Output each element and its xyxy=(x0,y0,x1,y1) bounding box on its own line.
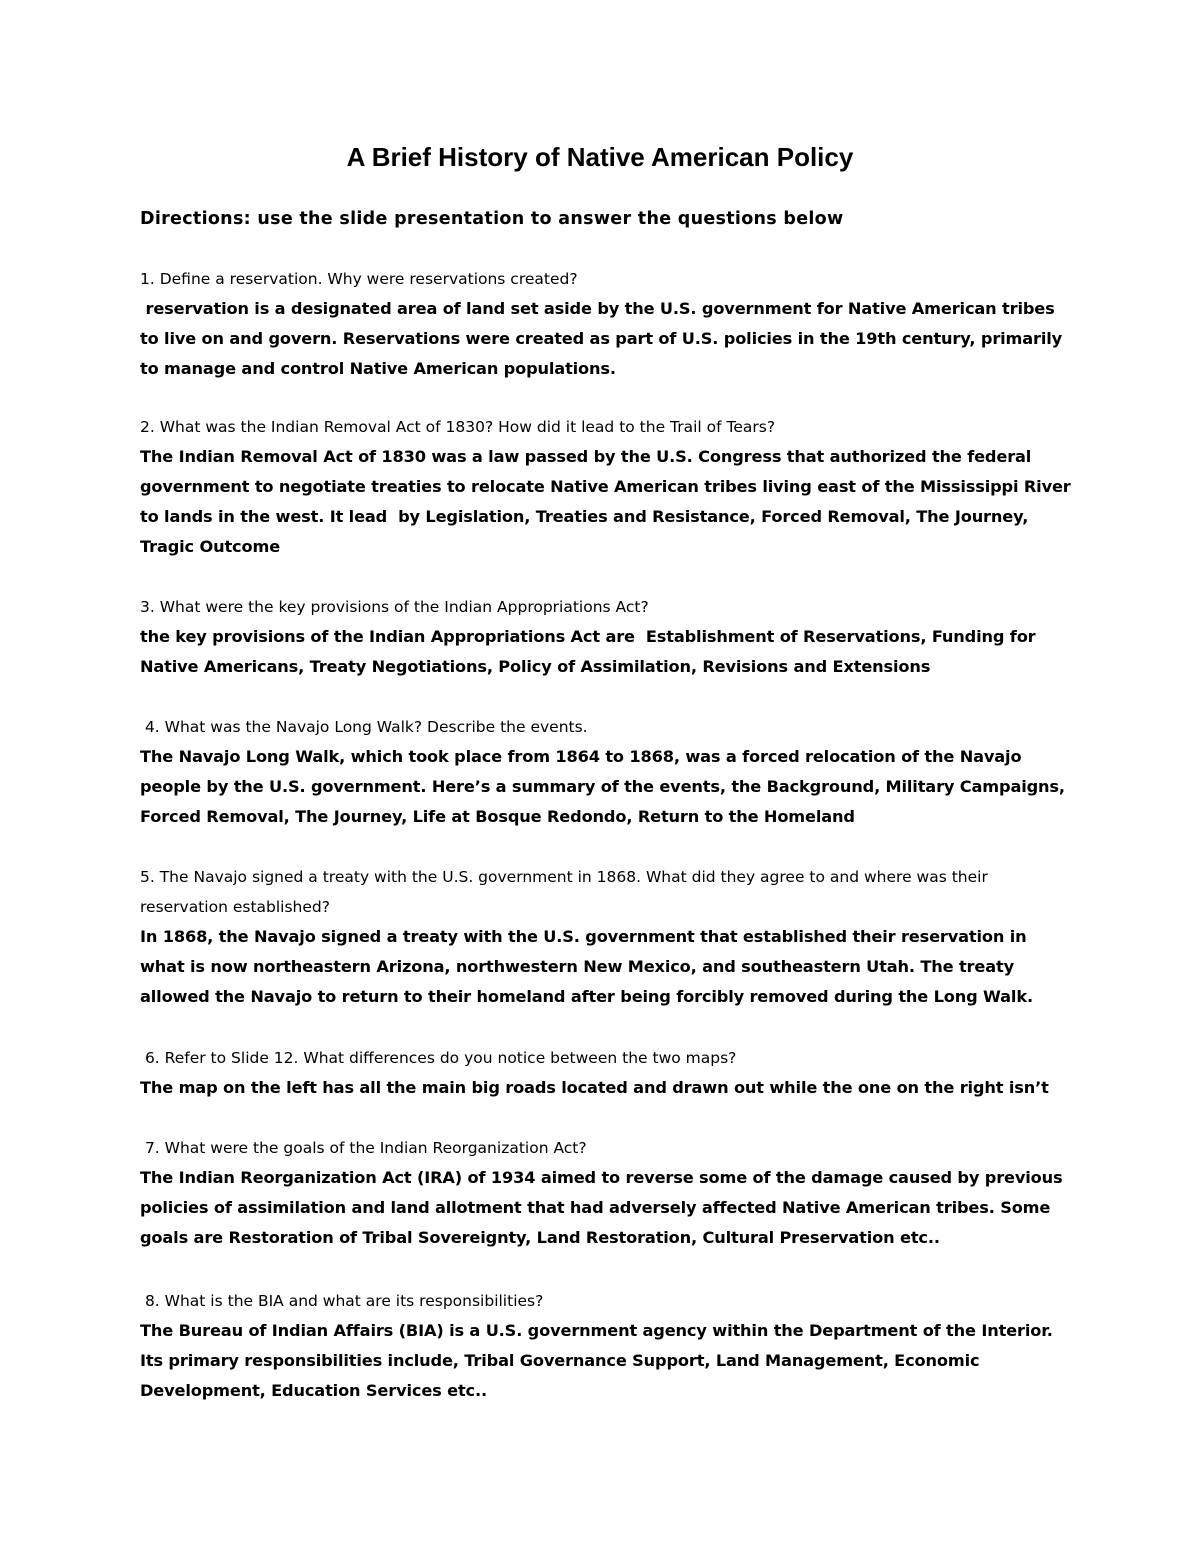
answer-6: The map on the left has all the main big roads located and drawn out while the one on the right isn’t xyxy=(140,1078,1049,1097)
qa-item-4 xyxy=(140,712,1075,832)
question-7: 7. What were the goals of the Indian Reorganization Act? xyxy=(140,1139,587,1157)
qa-item-2 xyxy=(140,412,1075,562)
answer-7: The Indian Reorganization Act (IRA) of 1934 aimed to reverse some of the damage caused by previous policies of assimilation and land allotment that had adversely affected Native American tribes. Some goals are Restoration of Tribal Sovereignty, Land Restoration, Cultural Preservation etc.. xyxy=(140,1168,1068,1247)
answer-4: The Navajo Long Walk, which took place from 1864 to 1868, was a forced relocation of the Navajo people by the U.S. government. Here’s a summary of the events, the Background, Military Campaigns, Forced Removal, The Journey, Life at Bosque Redondo, Return to the Homeland xyxy=(140,747,1071,826)
document-title: A Brief History of Native American Policy xyxy=(346,142,854,172)
directions-text: Directions: use the slide presentation to answer the questions below xyxy=(140,209,844,229)
question-6: 6. Refer to Slide 12. What differences do you notice between the two maps? xyxy=(140,1049,737,1067)
answer-5: In 1868, the Navajo signed a treaty with the U.S. government that established their reservation in what is now northeastern Arizona, northwestern New Mexico, and southeastern Utah. The treaty allowed the Navajo to return to their homeland after being forcibly removed during the Long Walk. xyxy=(140,927,1033,1006)
qa-item-6 xyxy=(140,1043,1075,1103)
question-5: 5. The Navajo signed a treaty with the U.S. government in 1868. What did they agree to and where was their reservation established? xyxy=(140,868,993,916)
question-8: 8. What is the BIA and what are its responsibilities? xyxy=(140,1292,544,1310)
qa-item-8 xyxy=(140,1286,1075,1406)
question-2: 2. What was the Indian Removal Act of 1830? How did it lead to the Trail of Tears? xyxy=(140,418,776,436)
qa-item-3 xyxy=(140,592,1075,682)
question-1: 1. Define a reservation. Why were reservations created? xyxy=(140,270,578,288)
answer-2: The Indian Removal Act of 1830 was a law passed by the U.S. Congress that authorized the federal government to negotiate treaties to relocate Native American tribes living east of the Mississippi River to lands in the west. It lead by Legislation, Treaties and Resistance, Forced Removal, The Journey, Tragic Outcome xyxy=(140,447,1077,556)
question-4: 4. What was the Navajo Long Walk? Describe the events. xyxy=(140,718,588,736)
answer-1: reservation is a designated area of land set aside by the U.S. government for Native American tribes to live on and govern. Reservations were created as part of U.S. policies in the 19th century, primarily to manage and control Native American populations. xyxy=(140,299,1068,378)
qa-item-5 xyxy=(140,862,1075,1012)
answer-3: the key provisions of the Indian Appropriations Act are Establishment of Reservations, Funding for Native Americans, Treaty Negotiations, Policy of Assimilation, Revisions and Extensions xyxy=(140,627,1041,676)
answer-8: The Bureau of Indian Affairs (BIA) is a U.S. government agency within the Department of the Interior. Its primary responsibilities include, Tribal Governance Support, Land Management, Economic Development, Education Services etc.. xyxy=(140,1321,1059,1400)
qa-item-1 xyxy=(140,264,1075,384)
qa-item-7 xyxy=(140,1133,1075,1253)
question-3: 3. What were the key provisions of the Indian Appropriations Act? xyxy=(140,598,649,616)
